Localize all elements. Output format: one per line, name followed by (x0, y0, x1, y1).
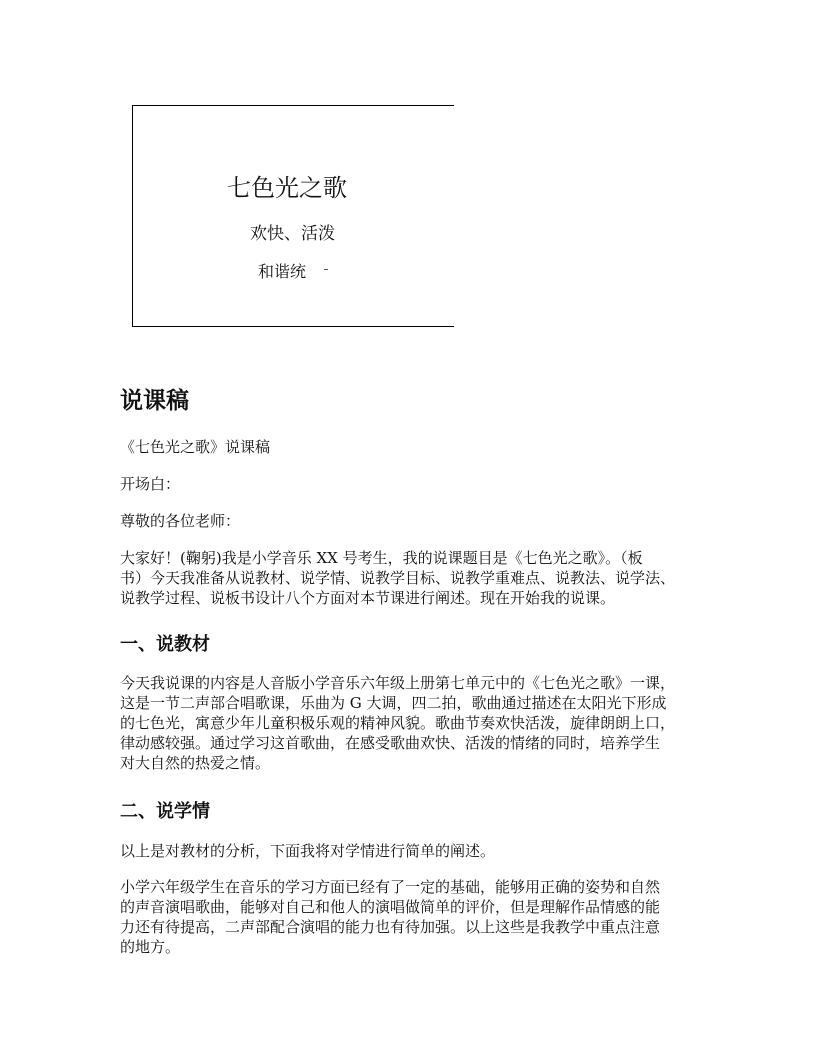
textbook-line: 律动感较强。通过学习这首歌曲，在感受歌曲欢快、活泼的情绪的同时，培养学生 (120, 734, 661, 752)
intro-line: 说教学过程、说板书设计八个方面对本节课进行阐述。现在开始我的说课。 (120, 589, 616, 607)
board-keyword-harmony: 和谐统 (258, 262, 307, 281)
students-line: 的声音演唱歌曲，能够对自己和他人的演唱做简单的评价，但是理解作品情感的能 (120, 898, 661, 916)
section-heading-textbook: 一、说教材 (120, 634, 210, 655)
greeting: 尊敬的各位老师： (120, 512, 241, 530)
students-line: 的地方。 (120, 938, 181, 956)
board-title: 七色光之歌 (227, 174, 347, 202)
document-heading: 说课稿 (120, 387, 189, 414)
textbook-line: 今天我说课的内容是人音版小学音乐六年级上册第七单元中的《七色光之歌》一课， (120, 674, 676, 692)
blackboard-design-box (132, 105, 454, 327)
students-line: 力还有待提高，二声部配合演唱的能力也有待加强。以上这些是我教学中重点注意 (120, 918, 661, 936)
intro-line: 书）今天我准备从说教材、说学情、说教学目标、说教学重难点、说教法、说学法、 (120, 569, 676, 587)
students-line: 小学六年级学生在音乐的学习方面已经有了一定的基础，能够用正确的姿势和自然 (120, 878, 661, 896)
textbook-line: 对大自然的热爱之情。 (120, 754, 271, 772)
intro-line: 大家好！(鞠躬)我是小学音乐 XX 号考生，我的说课题目是《七色光之歌》。（板 (120, 549, 643, 567)
opening-label: 开场白： (120, 475, 181, 493)
textbook-line: 的七色光，寓意少年儿童积极乐观的精神风貌。歌曲节奏欢快活泼，旋律朗朗上口， (120, 714, 676, 732)
students-transition: 以上是对教材的分析，下面我将对学情进行简单的阐述。 (120, 842, 496, 860)
textbook-line: 这是一节二声部合唱歌课，乐曲为 G 大调，四二拍，歌曲通过描述在太阳光下形成 (120, 694, 667, 712)
document-subtitle: 《七色光之歌》说课稿 (120, 438, 271, 456)
textbook-paragraph (120, 673, 712, 773)
board-keyword-mood: 欢快、活泼 (250, 224, 335, 244)
students-paragraph (120, 877, 712, 957)
board-dash-mark (324, 269, 328, 270)
intro-paragraph (120, 548, 712, 608)
section-heading-students: 二、说学情 (120, 801, 210, 822)
